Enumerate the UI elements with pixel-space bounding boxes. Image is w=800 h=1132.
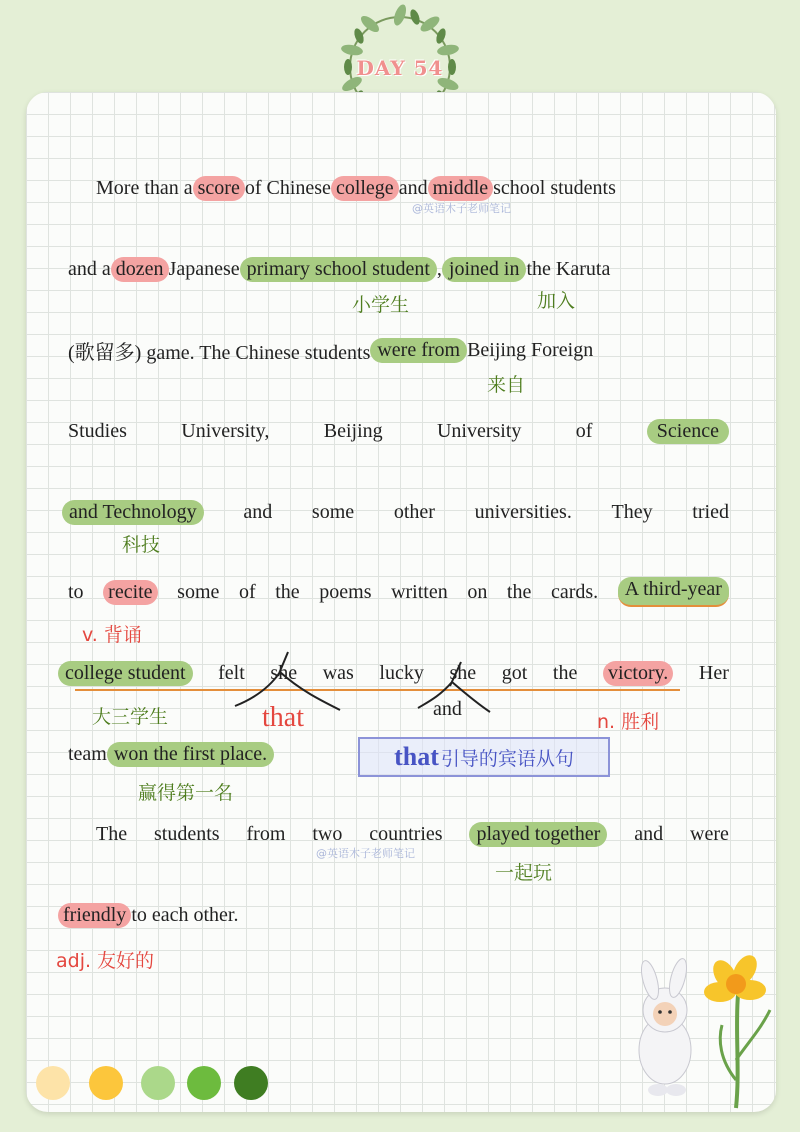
highlight-college: college (331, 176, 399, 201)
color-dot-1 (36, 1066, 70, 1100)
note-played: 一起玩 (495, 862, 553, 884)
text: More than a (96, 176, 193, 199)
text: of (575, 419, 593, 442)
note-recite: v. 背诵 (82, 624, 142, 646)
text: poems (319, 580, 372, 603)
highlight-technology: and Technology (62, 500, 204, 525)
clause-box (358, 737, 610, 777)
note-that: that (262, 702, 304, 733)
text: Beijing Foreign (467, 338, 594, 361)
text: other (393, 500, 435, 523)
text: the (506, 580, 532, 603)
note-were-from: 来自 (487, 374, 526, 396)
text: written (391, 580, 448, 603)
text: to (68, 580, 84, 603)
highlight-dozen: dozen (111, 257, 169, 282)
text: University, (181, 419, 270, 442)
text: she (449, 661, 477, 684)
text: Japanese (168, 257, 240, 280)
highlight-victory: victory. (603, 661, 673, 686)
note-and: and (433, 698, 462, 720)
text: she (270, 661, 298, 684)
text: the (275, 580, 300, 603)
color-dot-3 (141, 1066, 175, 1100)
highlight-primary-school-student: primary school student (240, 257, 437, 282)
text: to each other. (131, 903, 239, 926)
text: of (238, 580, 256, 603)
note-primary: 小学生 (352, 294, 410, 316)
text: were (690, 822, 729, 845)
text: and a (68, 257, 111, 280)
highlight-won-first-place: won the first place. (107, 742, 274, 767)
highlight-college-student: college student (58, 661, 193, 686)
text: was (322, 661, 354, 684)
highlight-science: Science (647, 419, 729, 444)
text: on (467, 580, 488, 603)
text-line-10 (58, 900, 719, 930)
text: of Chinese (244, 176, 331, 199)
text: some (311, 500, 355, 523)
text: students (154, 822, 220, 845)
highlight-score: score (193, 176, 245, 201)
text: the (552, 661, 578, 684)
highlight-middle: middle (428, 176, 494, 201)
text: They (611, 500, 653, 523)
text: tried (692, 500, 729, 523)
text: got (501, 661, 528, 684)
highlight-friendly: friendly (58, 903, 131, 928)
text: universities. (474, 500, 572, 523)
daffodil-bunny-icon (610, 940, 780, 1110)
text: two (312, 822, 343, 845)
text: and (398, 176, 428, 199)
highlight-recite: recite (103, 580, 157, 605)
text: and (243, 500, 273, 523)
text: University (436, 419, 522, 442)
text: cards. (550, 580, 599, 603)
highlight-played-together: played together (469, 822, 607, 847)
color-dot-5 (234, 1066, 268, 1100)
watermark: @英语木子老师笔记 (316, 847, 415, 860)
text: Her (698, 661, 729, 684)
highlight-joined-in: joined in (442, 257, 527, 282)
text: the Karuta (526, 257, 611, 280)
text: (歌留多) game. The Chinese students (68, 341, 371, 364)
text: Beijing (323, 419, 383, 442)
text: felt (218, 661, 245, 684)
highlight-were-from: were from (370, 338, 467, 363)
color-dot-2 (89, 1066, 123, 1100)
note-college-student: 大三学生 (92, 706, 169, 728)
day-label: DAY 54 (356, 56, 444, 80)
text: and (634, 822, 664, 845)
note-won: 赢得第一名 (138, 782, 234, 804)
watermark: @英语木子老师笔记 (412, 202, 511, 215)
clause-box-prefix: that (394, 742, 439, 771)
color-dot-4 (187, 1066, 221, 1100)
note-joined: 加入 (537, 290, 576, 312)
text: from (246, 822, 286, 845)
text: some (177, 580, 220, 603)
note-victory: n. 胜利 (597, 711, 660, 733)
note-friendly: adj. 友好的 (56, 950, 155, 972)
text: lucky (379, 661, 424, 684)
text: The (96, 822, 128, 845)
text: Studies (68, 419, 127, 442)
text: team (68, 742, 107, 765)
highlight-third-year: A third-year (618, 577, 729, 607)
text: , (436, 257, 442, 280)
text: countries (369, 822, 443, 845)
note-science: 科技 (122, 534, 161, 556)
text: school students (493, 176, 616, 199)
clause-box-text: 引导的宾语从句 (440, 747, 574, 770)
